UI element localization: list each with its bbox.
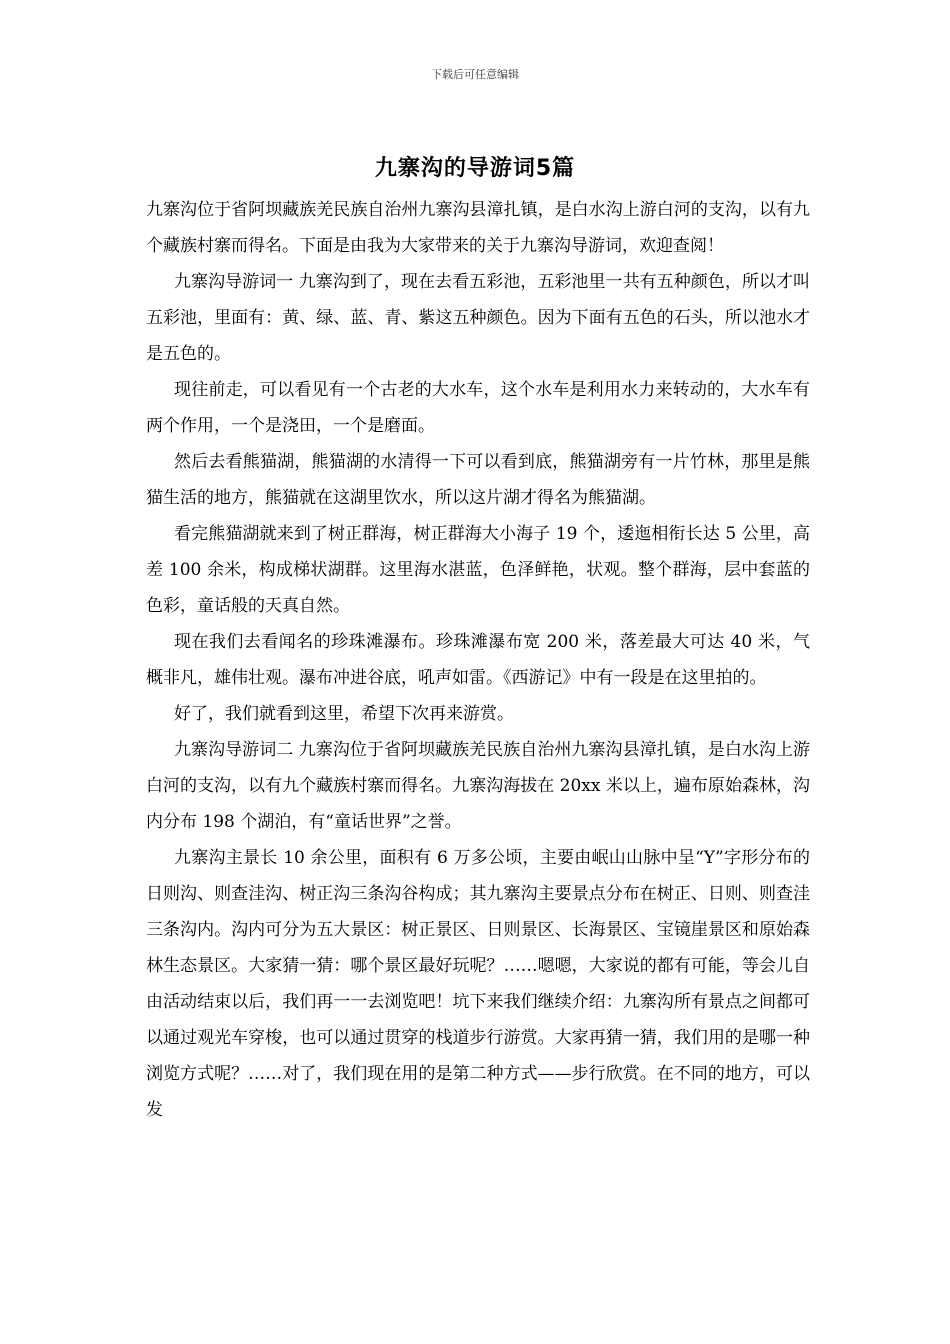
header-note: 下载后可任意编辑 [431, 68, 519, 81]
paragraph-guide-two-intro: 九寨沟导游词二 九寨沟位于省阿坝藏族羌民族自治州九寨沟县漳扎镇，是白水沟上游白河的支沟，以有九个藏族村寨而得名。九寨沟海拔在 20xx 米以上，遍布原始森林，沟内分布 198 个湖泊，有“童话世界”之誉。 [146, 740, 810, 832]
document-body [146, 192, 810, 1128]
paragraph-five-color-pond: 九寨沟导游词一 九寨沟到了，现在去看五彩池，五彩池里一共有五种颜色，所以才叫五彩池，里面有：黄、绿、蓝、青、紫这五种颜色。因为下面有五色的石头，所以池水才是五色的。 [146, 272, 810, 364]
paragraph-panda-lake: 然后去看熊猫湖，熊猫湖的水清得一下可以看到底，熊猫湖旁有一片竹林，那里是熊猫生活的地方，熊猫就在这湖里饮水，所以这片湖才得名为熊猫湖。 [146, 452, 810, 508]
paragraph-farewell: 好了，我们就看到这里，希望下次再来游赏。 [174, 704, 514, 724]
paragraph-main-scenery: 九寨沟主景长 10 余公里，面积有 6 万多公顷，主要由岷山山脉中呈“Y”字形分布的日则沟、则查洼沟、树正沟三条沟谷构成；其九寨沟主要景点分布在树正、日则、则查洼三条沟内。沟内可分为五大景区：树正景区、日则景区、长海景区、宝镜崖景区和原始森林生态景区。大家猜一猜：哪个景区最好玩呢？……嗯嗯，大家说的都有可能，等会儿自由活动结束以后，我们再一一去浏览吧！坑下来我们继续介绍：九寨沟所有景点之间都可以通过观光车穿梭，也可以通过贯穿的栈道步行游赏。大家再猜一猜，我们用的是哪一种浏览方式呢？……对了，我们现在用的是第二种方式——步行欣赏。在不同的地方，可以发 [146, 848, 810, 1120]
paragraph-shuzheng-lakes: 看完熊猫湖就来到了树正群海，树正群海大小海子 19 个，逶迤相衔长达 5 公里，高差 100 余米，构成梯状湖群。这里海水湛蓝，色泽鲜艳，状观。整个群海，层中套蓝的色彩，童话般的天真自然。 [146, 524, 810, 616]
intro-paragraph: 九寨沟位于省阿坝藏族羌民族自治州九寨沟县漳扎镇，是白水沟上游白河的支沟，以有九个藏族村寨而得名。下面是由我为大家带来的关于九寨沟导游词，欢迎查阅！ [146, 200, 810, 256]
paragraph-pearl-shoal: 现在我们去看闻名的珍珠滩瀑布。珍珠滩瀑布宽 200 米，落差最大可达 40 米，气概非凡，雄伟壮观。瀑布冲进谷底，吼声如雷。《西游记》中有一段是在这里拍的。 [146, 632, 810, 688]
document-title: 九寨沟的导游词5篇 [374, 156, 576, 181]
paragraph-water-wheel: 现往前走，可以看见有一个古老的大水车，这个水车是利用水力来转动的，大水车有两个作用，一个是浇田，一个是磨面。 [146, 380, 810, 436]
